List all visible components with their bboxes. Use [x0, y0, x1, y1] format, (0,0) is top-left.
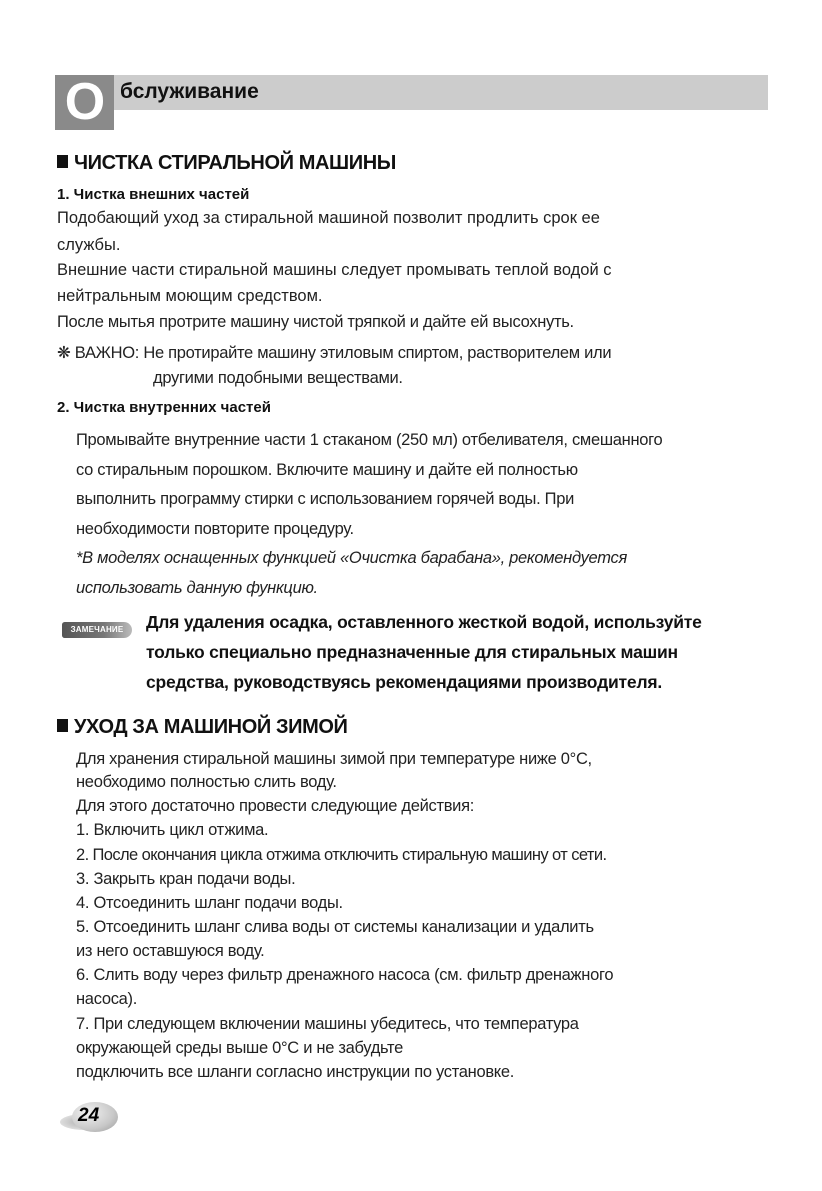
- square-bullet-icon: [57, 155, 68, 168]
- italic-note-line: *В моделях оснащенных функцией «Очистка барабана», рекомендуется: [76, 549, 627, 567]
- list-item-cont: подключить все шланги согласно инструкции по установке.: [76, 1063, 515, 1081]
- header-initial-block: О: [55, 75, 114, 130]
- paragraph-line: со стиральным порошком. Включите машину и дайте ей полностью: [76, 461, 578, 479]
- note-badge: ЗАМЕЧАНИЕ: [62, 622, 132, 638]
- section-heading-cleaning: [57, 150, 396, 176]
- paragraph-line: выполнить программу стирки с использованием горячей воды. При: [76, 490, 575, 508]
- list-item-cont: насоса).: [76, 990, 138, 1008]
- page-number-badge: [60, 1102, 120, 1132]
- important-text: Не протирайте машину этиловым спиртом, растворителем или: [143, 344, 612, 362]
- list-item-cont: окружающей среды выше 0°C и не забудьте: [76, 1039, 403, 1057]
- note-line: только специально предназначенные для стиральных машин: [146, 642, 678, 662]
- page-title: бслуживание: [120, 80, 259, 103]
- list-item: 5. Отсоединить шланг слива воды от системы канализации и удалить: [76, 918, 594, 936]
- list-item-cont: из него оставшуюся воду.: [76, 942, 265, 960]
- subheading-internal: 2. Чистка внутренних частей: [57, 399, 271, 416]
- paragraph-line: необходимости повторите процедуру.: [76, 520, 354, 538]
- paragraph-line: Для этого достаточно провести следующие действия:: [76, 797, 475, 815]
- note-line: Для удаления осадка, оставленного жесткой водой, используйте: [146, 612, 702, 632]
- subheading-external: 1. Чистка внешних частей: [57, 186, 250, 203]
- italic-note-line: использовать данную функцию.: [76, 579, 318, 597]
- list-item: 1. Включить цикл отжима.: [76, 821, 269, 839]
- paragraph-line: службы.: [57, 236, 121, 254]
- list-item: 7. При следующем включении машины убедитесь, что температура: [76, 1015, 579, 1033]
- note-line: средства, руководствуясь рекомендациями производителя.: [146, 672, 663, 692]
- paragraph-line: После мытья протрите машину чистой тряпкой и дайте ей высохнуть.: [57, 313, 574, 331]
- paragraph-line: Подобающий уход за стиральной машиной позволит продлить срок ее: [57, 209, 600, 227]
- paragraph-line: Для хранения стиральной машины зимой при температуре ниже 0°C,: [76, 750, 592, 768]
- section-heading-winter: [57, 714, 348, 740]
- square-bullet-icon: [57, 719, 68, 732]
- section-heading-text: ЧИСТКА СТИРАЛЬНОЙ МАШИНЫ: [74, 152, 396, 174]
- paragraph-line: Промывайте внутренние части 1 стаканом (250 мл) отбеливателя, смешанного: [76, 431, 663, 449]
- paragraph-line: Внешние части стиральной машины следует промывать теплой водой с: [57, 261, 612, 279]
- section-heading-text: УХОД ЗА МАШИНОЙ ЗИМОЙ: [74, 716, 348, 738]
- important-notice: [57, 342, 611, 364]
- page-number: 24: [78, 1105, 100, 1126]
- paragraph-line: необходимо полностью слить воду.: [76, 773, 337, 791]
- list-item: 3. Закрыть кран подачи воды.: [76, 870, 296, 888]
- list-item: 2. После окончания цикла отжима отключить стиральную машину от сети.: [76, 846, 607, 864]
- important-label: ❋ ВАЖНО:: [57, 344, 140, 362]
- important-text-cont: другими подобными веществами.: [153, 369, 403, 387]
- paragraph-line: нейтральным моющим средством.: [57, 287, 323, 305]
- list-item: 4. Отсоединить шланг подачи воды.: [76, 894, 343, 912]
- list-item: 6. Слить воду через фильтр дренажного насоса (см. фильтр дренажного: [76, 966, 614, 984]
